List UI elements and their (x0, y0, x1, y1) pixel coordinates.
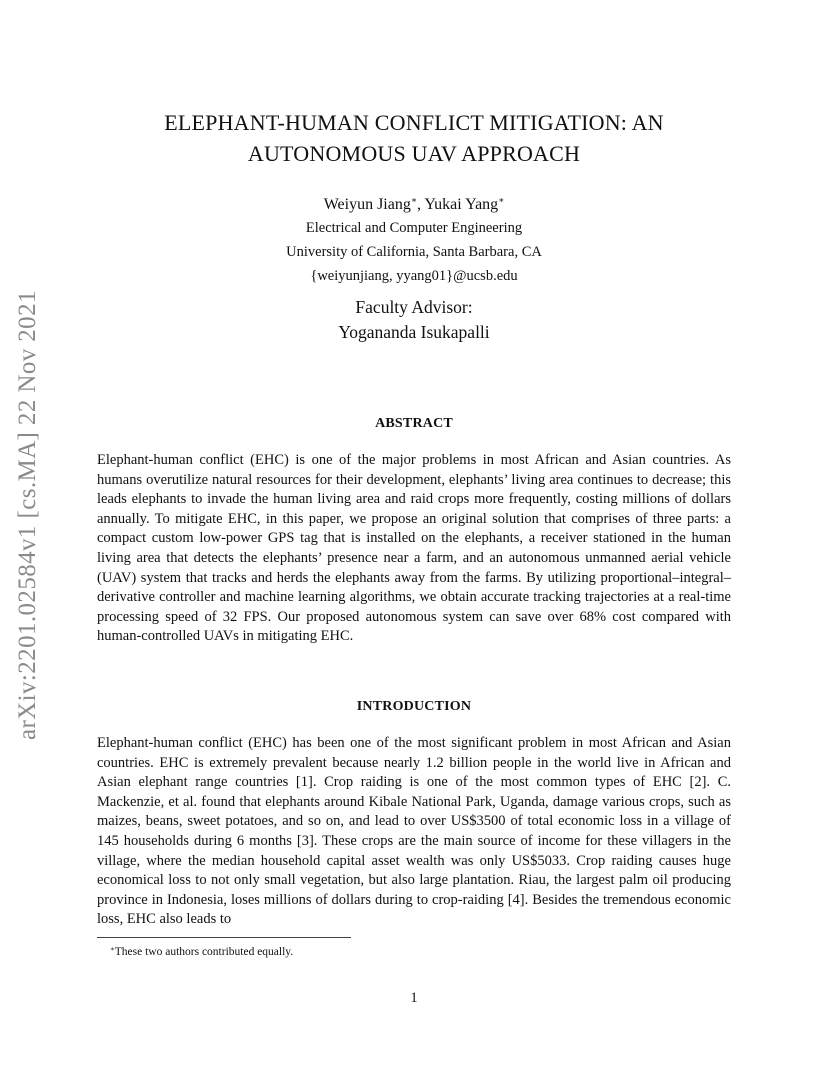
footnote-divider (97, 937, 351, 938)
footnote-text: These two authors contributed equally. (114, 946, 294, 958)
title-line-1: ELEPHANT-HUMAN CONFLICT MITIGATION: AN (164, 110, 664, 135)
email-addresses: {weiyunjiang, yyang01}@ucsb.edu (310, 268, 518, 284)
title-line-2: AUTONOMOUS UAV APPROACH (247, 141, 581, 166)
author-separator: , (416, 196, 425, 213)
affiliation-block (97, 216, 731, 288)
equal-contribution-mark: ∗ (498, 195, 505, 205)
university: University of California, Santa Barbara, CA (286, 244, 542, 260)
faculty-advisor-block (97, 295, 731, 345)
department: Electrical and Computer Engineering (305, 220, 523, 236)
advisor-name: Yogananda Isukapalli (338, 322, 490, 342)
author-list (97, 190, 731, 215)
author-name: Yukai Yang (424, 196, 499, 213)
author-name: Weiyun Jiang (323, 196, 411, 213)
abstract-heading: ABSTRACT (375, 416, 453, 431)
advisor-label: Faculty Advisor: (355, 297, 473, 317)
arxiv-identifier-stamp: arXiv:2201.02584v1 [cs.MA] 22 Nov 2021 (14, 290, 41, 740)
page-number: 1 (410, 990, 418, 1006)
introduction-text: Elephant-human conflict (EHC) has been one of the most significant problem in most African and Asian countries. EHC is extremely prevalent because nearly 1.2 billion people in the world live in African and Asian elephant range countries [1]. Crop raiding is one of the most common types of EHC [2]. C. Mackenzie, et al. found that elephants around Kibale National Park, Uganda, damage various crops, such as maizes, beans, sweet potatoes, and so on, and lead to over US$3500 of total economic loss in a village of 145 households during 6 months [3]. These crops are the main source of income for these villagers in the village, where the median household capital asset wealth was only US$5033. Crop raiding causes huge economical loss to not only small vegetation, but also large plantation. Riau, the largest palm oil producing province in Indonesia, loses millions of dollars during to crop-raiding [4]. Besides the tremendous economic loss, EHC also leads to (97, 735, 731, 928)
abstract-text: Elephant-human conflict (EHC) is one of the major problems in most African and Asian countries. As humans overutilize natural resources for their development, elephants’ living area continues to decrease; this leads elephants to invade the human living area and raid crops more frequently, costing millions of dollars annually. To mitigate EHC, in this paper, we propose an original solution that comprises of three parts: a compact custom low-power GPS tag that is installed on the elephants, a receiver stationed in the human living area that detects the elephants’ presence near a farm, and an autonomous unmanned aerial vehicle (UAV) system that tracks and herds the elephants away from the farms. By utilizing proportional–integral–derivative controller and machine learning algorithms, we obtain accurate tracking trajectories at a real-time processing speed of 32 FPS. Our proposed autonomous system can save over 68% cost compared with human-controlled UAVs in mitigating EHC. (97, 452, 731, 645)
paper-title (97, 107, 731, 169)
introduction-heading: INTRODUCTION (356, 699, 472, 714)
footnote-mark: ∗ (110, 945, 115, 953)
footnote (110, 942, 293, 960)
equal-contribution-mark: ∗ (410, 195, 417, 205)
